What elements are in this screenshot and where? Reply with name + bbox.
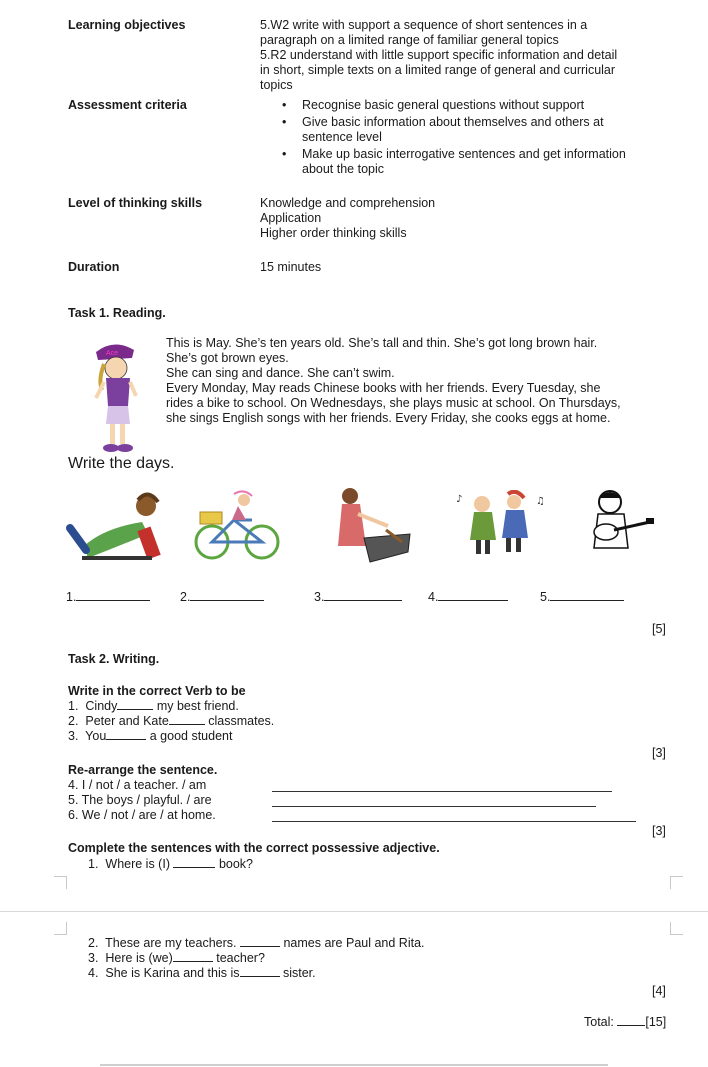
reading-text	[166, 336, 676, 426]
possessive-item: 1. Where is (I) book?	[88, 857, 254, 871]
total-blank[interactable]	[617, 1015, 645, 1026]
task1-score: [5]	[652, 622, 666, 636]
answer-blank[interactable]	[438, 590, 508, 601]
verb-blank[interactable]	[106, 729, 146, 740]
possessive-blank[interactable]	[173, 857, 215, 868]
thinking-item: Higher order thinking skills	[260, 226, 407, 240]
thinking-label: Level of thinking skills	[68, 196, 203, 210]
thinking-item: Application	[260, 211, 322, 225]
rearrange-items	[68, 778, 216, 823]
criteria-item: • Make up basic interrogative sentences and get information about the topic	[302, 147, 672, 177]
reading-girl-picture	[64, 488, 164, 568]
possessive-blank[interactable]	[240, 936, 280, 947]
possessive-heading: Complete the sentences with the correct possessive adjective.	[68, 841, 440, 855]
objectives-label: Learning objectives	[68, 18, 186, 32]
crop-mark	[54, 876, 67, 889]
answer-4: 4.	[428, 590, 508, 604]
reading-line: She’s got brown eyes.	[166, 351, 289, 365]
rearrange-item: 6. We / not / are / at home.	[68, 808, 216, 822]
criteria-item: • Recognise basic general questions without support	[302, 98, 672, 113]
reading-line: She can sing and dance. She can’t swim.	[166, 366, 395, 380]
total: Total: [15]	[584, 1015, 667, 1029]
answer-line[interactable]	[272, 821, 636, 822]
verb-item: 2. Peter and Kate classmates.	[68, 714, 275, 728]
verb-blank[interactable]	[117, 699, 153, 710]
answer-5: 5.	[540, 590, 624, 604]
answer-1: 1.	[66, 590, 150, 604]
rearrange-heading: Re-arrange the sentence.	[68, 763, 218, 777]
rearrange-item: 5. The boys / playful. / are	[68, 793, 212, 807]
task1-title: Task 1. Reading.	[68, 306, 166, 320]
possessive-item: 2. These are my teachers. names are Paul and Rita.	[88, 936, 425, 950]
possessive-items	[88, 936, 425, 981]
duration-value: 15 minutes	[260, 260, 322, 274]
write-days-instruction: Write the days.	[68, 455, 175, 472]
answer-3: 3.	[314, 590, 402, 604]
reading-line: she sings English songs with her friends. Every Friday, she cooks eggs at home.	[166, 411, 611, 425]
answer-blank[interactable]	[324, 590, 402, 601]
rearrange-item: 4. I / not / a teacher. / am	[68, 778, 207, 792]
objective-line: paragraph on a limited range of familiar general topics	[260, 33, 559, 47]
thinking-list	[260, 196, 435, 241]
criteria-item: • Give basic information about themselves and others at sentence level	[302, 115, 672, 145]
crop-mark	[670, 876, 683, 889]
reading-line: rides a bike to school. On Wednesdays, she plays music at school. On Thursdays,	[166, 396, 621, 410]
objective-line: topics	[260, 78, 293, 92]
task2-title: Task 2. Writing.	[68, 652, 160, 666]
possessive-item: 4. She is Karina and this is sister.	[88, 966, 316, 980]
page-break	[0, 911, 708, 912]
verb-score: [3]	[652, 746, 666, 760]
possessive-blank[interactable]	[240, 966, 280, 977]
verb-items	[68, 699, 274, 744]
objective-line: 5.R2 understand with little support specific information and detail	[260, 48, 618, 62]
reading-line: Every Monday, May reads Chinese books with her friends. Every Tuesday, she	[166, 381, 601, 395]
objective-line: in short, simple texts on a limited range of general and curricular	[260, 63, 616, 77]
answer-2: 2.	[180, 590, 264, 604]
verb-item: 1. Cindy my best friend.	[68, 699, 239, 713]
verb-blank[interactable]	[169, 714, 205, 725]
answer-blank[interactable]	[550, 590, 624, 601]
cooking-picture	[330, 486, 420, 566]
answer-line[interactable]	[272, 791, 612, 792]
svg-text:♫: ♫	[536, 496, 545, 507]
criteria-list	[302, 98, 672, 177]
answer-line[interactable]	[272, 806, 596, 807]
svg-text:♪: ♪	[456, 494, 463, 505]
duration-label: Duration	[68, 260, 120, 274]
possessive-blank[interactable]	[173, 951, 213, 962]
svg-text:Ace: Ace	[106, 350, 119, 357]
verb-heading: Write in the correct Verb to be	[68, 684, 246, 698]
thinking-item: Knowledge and comprehension	[260, 196, 436, 210]
girl-illustration	[84, 340, 154, 458]
crop-mark	[54, 922, 67, 935]
answer-blank[interactable]	[76, 590, 150, 601]
objectives-text	[260, 18, 670, 93]
guitar-picture	[584, 488, 656, 554]
answer-blank[interactable]	[190, 590, 264, 601]
rearrange-score: [3]	[652, 824, 666, 838]
bottom-divider	[100, 1064, 608, 1066]
bike-picture	[192, 490, 282, 562]
possessive-score: [4]	[652, 984, 666, 998]
possessive-item: 3. Here is (we) teacher?	[88, 951, 265, 965]
objective-line: 5.W2 write with support a sequence of short sentences in a	[260, 18, 588, 32]
crop-mark	[670, 922, 683, 935]
music-picture	[452, 490, 552, 556]
verb-item: 3. You a good student	[68, 729, 233, 743]
criteria-label: Assessment criteria	[68, 98, 187, 112]
reading-line: This is May. She’s ten years old. She’s tall and thin. She’s got long brown hair.	[166, 336, 598, 350]
